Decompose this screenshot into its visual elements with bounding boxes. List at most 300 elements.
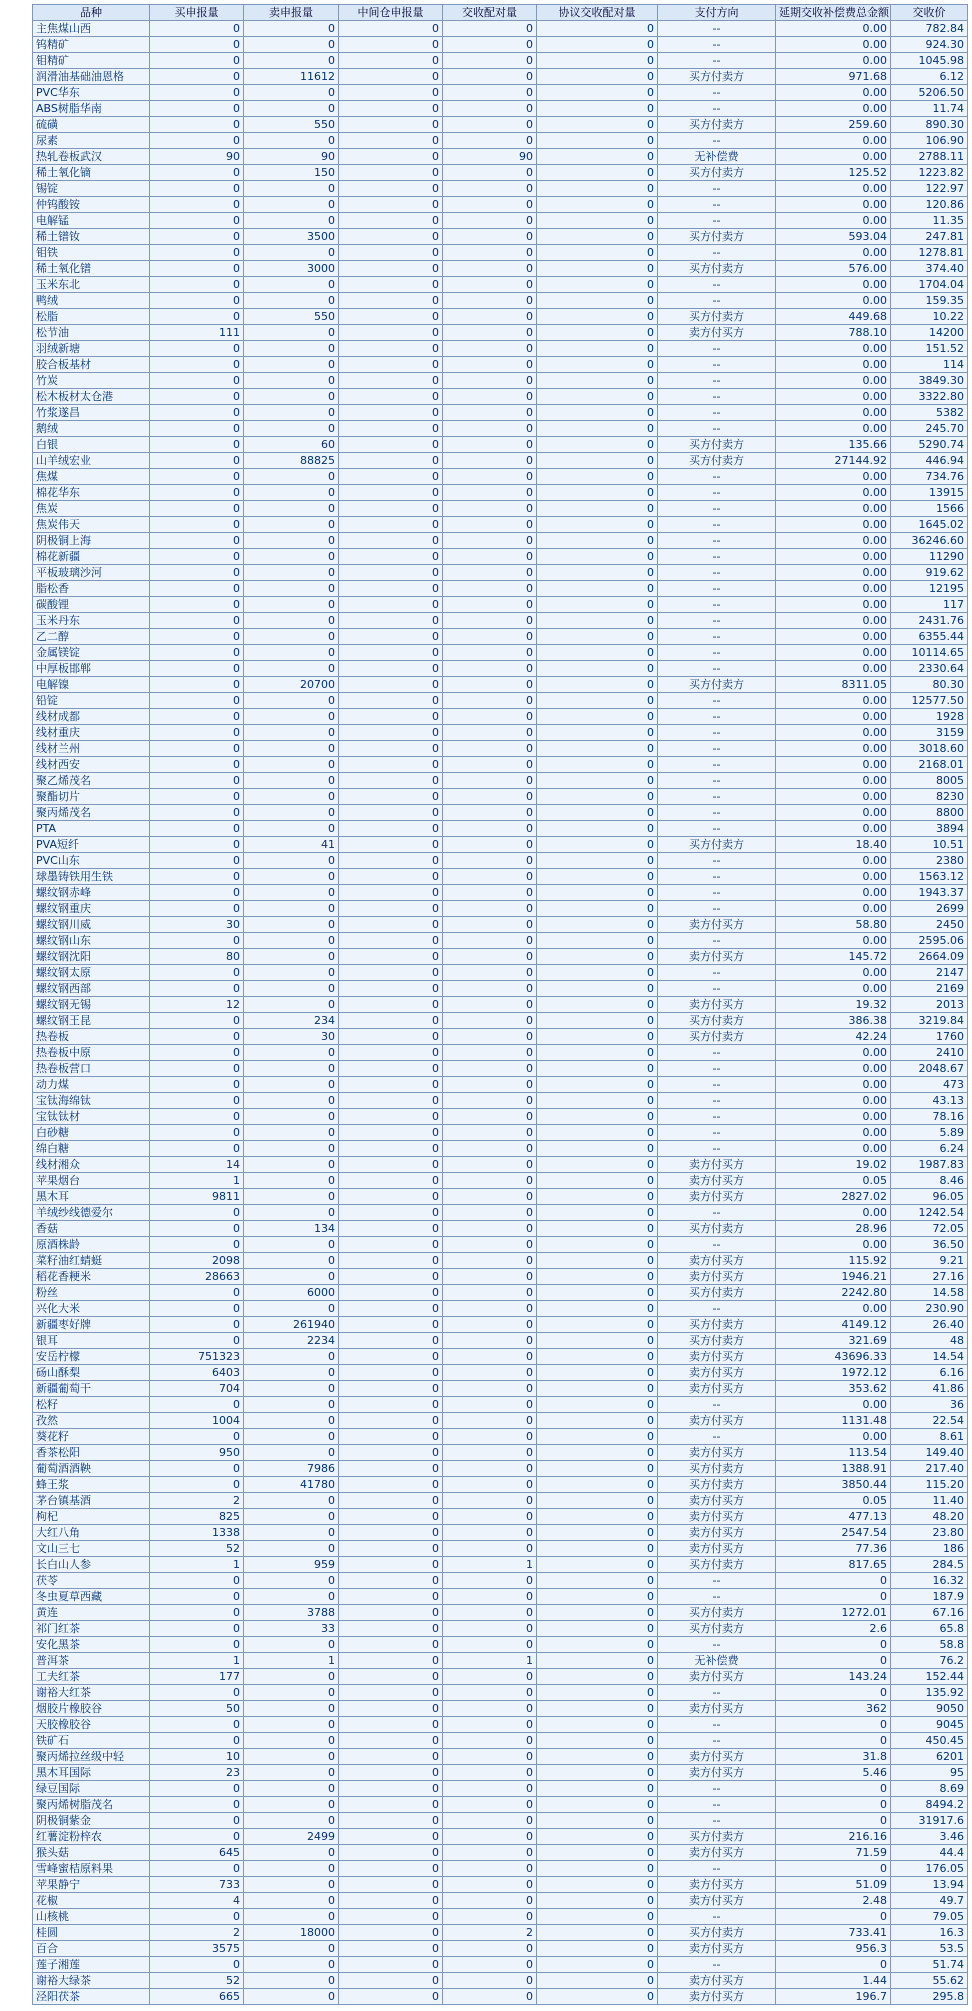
cell-payment-direction: -- — [658, 709, 776, 725]
cell-agreement-matched-volume: 0 — [537, 1269, 658, 1285]
cell-payment-direction: 卖方付买方 — [658, 1493, 776, 1509]
table-row — [33, 1205, 968, 1221]
cell-compensation-total: 145.72 — [776, 949, 891, 965]
cell-compensation-total: 0.00 — [776, 933, 891, 949]
cell-compensation-total: 216.16 — [776, 1829, 891, 1845]
cell-compensation-total: 593.04 — [776, 229, 891, 245]
cell-agreement-matched-volume: 0 — [537, 597, 658, 613]
cell-compensation-total: 1972.12 — [776, 1365, 891, 1381]
table-row — [33, 981, 968, 997]
cell-agreement-matched-volume: 0 — [537, 533, 658, 549]
table-row — [33, 693, 968, 709]
cell-intermediate-volume: 0 — [339, 1877, 443, 1893]
table-row — [33, 1013, 968, 1029]
cell-intermediate-volume: 0 — [339, 1781, 443, 1797]
cell-matched-volume: 0 — [443, 1445, 537, 1461]
cell-buy-volume: 0 — [150, 53, 244, 69]
cell-delivery-price: 2450 — [891, 917, 968, 933]
table-row — [33, 1077, 968, 1093]
cell-buy-volume: 1 — [150, 1653, 244, 1669]
cell-agreement-matched-volume: 0 — [537, 101, 658, 117]
cell-agreement-matched-volume: 0 — [537, 149, 658, 165]
cell-compensation-total: 0.00 — [776, 853, 891, 869]
cell-sell-volume: 20700 — [244, 677, 339, 693]
cell-buy-volume: 2 — [150, 1925, 244, 1941]
cell-buy-volume: 825 — [150, 1509, 244, 1525]
cell-delivery-price: 1563.12 — [891, 869, 968, 885]
cell-matched-volume: 0 — [443, 1717, 537, 1733]
cell-sell-volume: 0 — [244, 725, 339, 741]
cell-intermediate-volume: 0 — [339, 1141, 443, 1157]
cell-compensation-total: 8311.05 — [776, 677, 891, 693]
cell-delivery-price: 2595.06 — [891, 933, 968, 949]
cell-payment-direction: -- — [658, 805, 776, 821]
cell-sell-volume: 0 — [244, 645, 339, 661]
cell-compensation-total: 353.62 — [776, 1381, 891, 1397]
cell-buy-volume: 9811 — [150, 1189, 244, 1205]
cell-delivery-price: 106.90 — [891, 133, 968, 149]
cell-intermediate-volume: 0 — [339, 933, 443, 949]
cell-variety: 热轧卷板武汉 — [33, 149, 150, 165]
cell-payment-direction: 买方付卖方 — [658, 1333, 776, 1349]
cell-variety: 阴极铜紫金 — [33, 1813, 150, 1829]
cell-intermediate-volume: 0 — [339, 885, 443, 901]
cell-agreement-matched-volume: 0 — [537, 1381, 658, 1397]
cell-payment-direction: 买方付卖方 — [658, 453, 776, 469]
cell-buy-volume: 52 — [150, 1541, 244, 1557]
cell-agreement-matched-volume: 0 — [537, 997, 658, 1013]
cell-payment-direction: -- — [658, 501, 776, 517]
cell-sell-volume: 6000 — [244, 1285, 339, 1301]
cell-matched-volume: 0 — [443, 1861, 537, 1877]
cell-matched-volume: 0 — [443, 1077, 537, 1093]
table-row — [33, 341, 968, 357]
cell-variety: 竹炭 — [33, 373, 150, 389]
table-row — [33, 565, 968, 581]
cell-payment-direction: -- — [658, 757, 776, 773]
cell-delivery-price: 23.80 — [891, 1525, 968, 1541]
cell-delivery-price: 890.30 — [891, 117, 968, 133]
cell-compensation-total: 0 — [776, 1813, 891, 1829]
cell-buy-volume: 0 — [150, 197, 244, 213]
cell-matched-volume: 0 — [443, 1669, 537, 1685]
cell-sell-volume: 261940 — [244, 1317, 339, 1333]
cell-variety: 平板玻璃沙河 — [33, 565, 150, 581]
cell-compensation-total: 0.00 — [776, 133, 891, 149]
cell-payment-direction: -- — [658, 853, 776, 869]
table-row — [33, 1749, 968, 1765]
cell-intermediate-volume: 0 — [339, 1317, 443, 1333]
cell-payment-direction: 卖方付买方 — [658, 1157, 776, 1173]
cell-matched-volume: 0 — [443, 821, 537, 837]
cell-matched-volume: 0 — [443, 245, 537, 261]
cell-buy-volume: 12 — [150, 997, 244, 1013]
cell-agreement-matched-volume: 0 — [537, 1253, 658, 1269]
table-row — [33, 1429, 968, 1445]
table-row — [33, 133, 968, 149]
cell-compensation-total: 0.00 — [776, 1093, 891, 1109]
cell-compensation-total: 956.3 — [776, 1941, 891, 1957]
cell-compensation-total: 0.00 — [776, 1125, 891, 1141]
table-row — [33, 821, 968, 837]
cell-sell-volume: 0 — [244, 1269, 339, 1285]
cell-intermediate-volume: 0 — [339, 661, 443, 677]
cell-agreement-matched-volume: 0 — [537, 661, 658, 677]
cell-variety: 绵白糖 — [33, 1141, 150, 1157]
cell-buy-volume: 28663 — [150, 1269, 244, 1285]
table-row — [33, 1813, 968, 1829]
cell-intermediate-volume: 0 — [339, 1493, 443, 1509]
cell-intermediate-volume: 0 — [339, 1765, 443, 1781]
table-row — [33, 405, 968, 421]
cell-sell-volume: 550 — [244, 117, 339, 133]
cell-variety: 黑木耳 — [33, 1189, 150, 1205]
cell-variety: 螺纹钢川威 — [33, 917, 150, 933]
col-header-intermediate-volume: 中间仓申报量 — [339, 5, 443, 21]
cell-intermediate-volume: 0 — [339, 629, 443, 645]
cell-intermediate-volume: 0 — [339, 533, 443, 549]
cell-buy-volume: 0 — [150, 885, 244, 901]
delivery-table — [32, 4, 968, 2005]
cell-intermediate-volume: 0 — [339, 997, 443, 1013]
cell-sell-volume: 0 — [244, 1845, 339, 1861]
cell-sell-volume: 0 — [244, 517, 339, 533]
cell-delivery-price: 13.94 — [891, 1877, 968, 1893]
cell-payment-direction: 无补偿费 — [658, 149, 776, 165]
cell-compensation-total: 971.68 — [776, 69, 891, 85]
cell-agreement-matched-volume: 0 — [537, 901, 658, 917]
cell-sell-volume: 0 — [244, 1061, 339, 1077]
cell-intermediate-volume: 0 — [339, 1333, 443, 1349]
cell-agreement-matched-volume: 0 — [537, 165, 658, 181]
cell-matched-volume: 0 — [443, 1125, 537, 1141]
cell-delivery-price: 49.7 — [891, 1893, 968, 1909]
table-row — [33, 1413, 968, 1429]
cell-intermediate-volume: 0 — [339, 917, 443, 933]
cell-buy-volume: 0 — [150, 1013, 244, 1029]
cell-buy-volume: 0 — [150, 773, 244, 789]
cell-payment-direction: -- — [658, 645, 776, 661]
cell-compensation-total: 0.00 — [776, 597, 891, 613]
cell-compensation-total: 0 — [776, 1653, 891, 1669]
cell-payment-direction: -- — [658, 1429, 776, 1445]
cell-compensation-total: 449.68 — [776, 309, 891, 325]
cell-compensation-total: 0.00 — [776, 1061, 891, 1077]
cell-payment-direction: 卖方付买方 — [658, 1749, 776, 1765]
cell-delivery-price: 44.4 — [891, 1845, 968, 1861]
cell-buy-volume: 0 — [150, 613, 244, 629]
cell-sell-volume: 90 — [244, 149, 339, 165]
cell-sell-volume: 0 — [244, 1669, 339, 1685]
cell-intermediate-volume: 0 — [339, 1861, 443, 1877]
cell-buy-volume: 2098 — [150, 1253, 244, 1269]
cell-delivery-price: 2330.64 — [891, 661, 968, 677]
cell-delivery-price: 14.58 — [891, 1285, 968, 1301]
cell-agreement-matched-volume: 0 — [537, 1285, 658, 1301]
table-row — [33, 277, 968, 293]
cell-matched-volume: 0 — [443, 965, 537, 981]
cell-variety: 润滑油基础油恩格 — [33, 69, 150, 85]
cell-variety: 泾阳茯茶 — [33, 1989, 150, 2005]
cell-agreement-matched-volume: 0 — [537, 693, 658, 709]
cell-compensation-total: 0 — [776, 1797, 891, 1813]
cell-variety: 中厚板邯郸 — [33, 661, 150, 677]
cell-buy-volume: 0 — [150, 229, 244, 245]
cell-matched-volume: 0 — [443, 517, 537, 533]
cell-sell-volume: 0 — [244, 1909, 339, 1925]
cell-intermediate-volume: 0 — [339, 1621, 443, 1637]
cell-intermediate-volume: 0 — [339, 1269, 443, 1285]
table-row — [33, 1525, 968, 1541]
cell-buy-volume: 0 — [150, 661, 244, 677]
cell-compensation-total: 0 — [776, 1573, 891, 1589]
cell-variety: 螺纹钢重庆 — [33, 901, 150, 917]
cell-compensation-total: 0.00 — [776, 357, 891, 373]
cell-variety: 黑木耳国际 — [33, 1765, 150, 1781]
cell-agreement-matched-volume: 0 — [537, 373, 658, 389]
cell-compensation-total: 143.24 — [776, 1669, 891, 1685]
cell-variety: 香菇 — [33, 1221, 150, 1237]
cell-agreement-matched-volume: 0 — [537, 1893, 658, 1909]
table-row — [33, 1941, 968, 1957]
cell-matched-volume: 0 — [443, 1477, 537, 1493]
cell-delivery-price: 36 — [891, 1397, 968, 1413]
cell-buy-volume: 0 — [150, 853, 244, 869]
cell-variety: 聚丙烯茂名 — [33, 805, 150, 821]
cell-sell-volume: 0 — [244, 1573, 339, 1589]
cell-matched-volume: 0 — [443, 549, 537, 565]
cell-buy-volume: 50 — [150, 1701, 244, 1717]
cell-matched-volume: 0 — [443, 405, 537, 421]
table-row — [33, 357, 968, 373]
cell-compensation-total: 0.00 — [776, 1237, 891, 1253]
cell-payment-direction: 买方付卖方 — [658, 1477, 776, 1493]
cell-payment-direction: -- — [658, 469, 776, 485]
cell-compensation-total: 733.41 — [776, 1925, 891, 1941]
table-row — [33, 885, 968, 901]
cell-compensation-total: 0.05 — [776, 1173, 891, 1189]
cell-variety: 螺纹钢山东 — [33, 933, 150, 949]
cell-buy-volume: 0 — [150, 1461, 244, 1477]
table-row — [33, 965, 968, 981]
cell-compensation-total: 0 — [776, 1957, 891, 1973]
cell-payment-direction: 买方付卖方 — [658, 309, 776, 325]
cell-agreement-matched-volume: 0 — [537, 645, 658, 661]
cell-compensation-total: 0.00 — [776, 1109, 891, 1125]
cell-matched-volume: 0 — [443, 181, 537, 197]
cell-variety: 锡锭 — [33, 181, 150, 197]
cell-compensation-total: 0.00 — [776, 885, 891, 901]
table-row — [33, 1509, 968, 1525]
cell-variety: 新疆葡萄干 — [33, 1381, 150, 1397]
cell-buy-volume: 0 — [150, 261, 244, 277]
table-row — [33, 1141, 968, 1157]
cell-payment-direction: 卖方付买方 — [658, 917, 776, 933]
cell-agreement-matched-volume: 0 — [537, 1621, 658, 1637]
table-row — [33, 581, 968, 597]
cell-matched-volume: 2 — [443, 1925, 537, 1941]
cell-agreement-matched-volume: 0 — [537, 725, 658, 741]
cell-delivery-price: 1242.54 — [891, 1205, 968, 1221]
cell-variety: 螺纹钢王昆 — [33, 1013, 150, 1029]
table-header-row — [33, 5, 968, 21]
cell-payment-direction: 卖方付买方 — [658, 1269, 776, 1285]
cell-agreement-matched-volume: 0 — [537, 949, 658, 965]
cell-agreement-matched-volume: 0 — [537, 1749, 658, 1765]
cell-sell-volume: 0 — [244, 213, 339, 229]
cell-delivery-price: 5.89 — [891, 1125, 968, 1141]
cell-matched-volume: 0 — [443, 917, 537, 933]
cell-payment-direction: -- — [658, 533, 776, 549]
cell-buy-volume: 751323 — [150, 1349, 244, 1365]
cell-matched-volume: 0 — [443, 277, 537, 293]
cell-variety: 雪峰蜜桔原料果 — [33, 1861, 150, 1877]
cell-sell-volume: 0 — [244, 245, 339, 261]
cell-sell-volume: 0 — [244, 805, 339, 821]
cell-agreement-matched-volume: 0 — [537, 1797, 658, 1813]
table-row — [33, 245, 968, 261]
table-row — [33, 661, 968, 677]
cell-payment-direction: -- — [658, 1909, 776, 1925]
table-row — [33, 1877, 968, 1893]
cell-matched-volume: 0 — [443, 485, 537, 501]
cell-buy-volume: 704 — [150, 1381, 244, 1397]
cell-delivery-price: 122.97 — [891, 181, 968, 197]
cell-compensation-total: 0 — [776, 1861, 891, 1877]
cell-variety: 松籽 — [33, 1397, 150, 1413]
table-row — [33, 453, 968, 469]
cell-variety: PVC华东 — [33, 85, 150, 101]
cell-matched-volume: 0 — [443, 53, 537, 69]
cell-delivery-price: 78.16 — [891, 1109, 968, 1125]
cell-payment-direction: -- — [658, 1717, 776, 1733]
table-row — [33, 853, 968, 869]
col-header-variety: 品种 — [33, 5, 150, 21]
cell-sell-volume: 0 — [244, 981, 339, 997]
cell-payment-direction: -- — [658, 1685, 776, 1701]
table-row — [33, 165, 968, 181]
cell-sell-volume: 0 — [244, 789, 339, 805]
cell-variety: 松节油 — [33, 325, 150, 341]
cell-compensation-total: 2.48 — [776, 1893, 891, 1909]
cell-matched-volume: 0 — [443, 101, 537, 117]
col-header-compensation-total: 延期交收补偿费总金额 — [776, 5, 891, 21]
cell-buy-volume: 0 — [150, 1237, 244, 1253]
cell-compensation-total: 0.00 — [776, 805, 891, 821]
cell-compensation-total: 0.00 — [776, 389, 891, 405]
cell-compensation-total: 18.40 — [776, 837, 891, 853]
cell-payment-direction: -- — [658, 1237, 776, 1253]
table-row — [33, 933, 968, 949]
cell-intermediate-volume: 0 — [339, 1573, 443, 1589]
cell-payment-direction: -- — [658, 1077, 776, 1093]
cell-intermediate-volume: 0 — [339, 1285, 443, 1301]
cell-variety: 花椒 — [33, 1893, 150, 1909]
cell-compensation-total: 0.00 — [776, 277, 891, 293]
cell-sell-volume: 150 — [244, 165, 339, 181]
cell-variety: 白银 — [33, 437, 150, 453]
cell-compensation-total: 0.00 — [776, 757, 891, 773]
cell-payment-direction: -- — [658, 1141, 776, 1157]
cell-compensation-total: 2547.54 — [776, 1525, 891, 1541]
cell-matched-volume: 0 — [443, 1605, 537, 1621]
table-row — [33, 1221, 968, 1237]
cell-payment-direction: -- — [658, 869, 776, 885]
cell-agreement-matched-volume: 0 — [537, 613, 658, 629]
cell-variety: 稻花香粳米 — [33, 1269, 150, 1285]
cell-delivery-price: 1704.04 — [891, 277, 968, 293]
cell-delivery-price: 924.30 — [891, 37, 968, 53]
cell-matched-volume: 1 — [443, 1557, 537, 1573]
cell-payment-direction: -- — [658, 1109, 776, 1125]
cell-matched-volume: 0 — [443, 597, 537, 613]
cell-matched-volume: 0 — [443, 325, 537, 341]
table-row — [33, 1253, 968, 1269]
table-row — [33, 501, 968, 517]
cell-payment-direction: 卖方付买方 — [658, 949, 776, 965]
table-row — [33, 53, 968, 69]
cell-variety: 动力煤 — [33, 1077, 150, 1093]
cell-delivery-price: 473 — [891, 1077, 968, 1093]
cell-variety: 粉丝 — [33, 1285, 150, 1301]
cell-variety: 葵花籽 — [33, 1429, 150, 1445]
cell-matched-volume: 0 — [443, 885, 537, 901]
cell-buy-volume: 0 — [150, 869, 244, 885]
cell-agreement-matched-volume: 0 — [537, 1093, 658, 1109]
cell-intermediate-volume: 0 — [339, 1701, 443, 1717]
cell-buy-volume: 733 — [150, 1877, 244, 1893]
cell-matched-volume: 0 — [443, 1685, 537, 1701]
cell-compensation-total: 0.00 — [776, 645, 891, 661]
cell-intermediate-volume: 0 — [339, 85, 443, 101]
cell-agreement-matched-volume: 0 — [537, 981, 658, 997]
cell-compensation-total: 0.00 — [776, 821, 891, 837]
cell-sell-volume: 0 — [244, 1893, 339, 1909]
cell-variety: 桂圆 — [33, 1925, 150, 1941]
cell-variety: 工夫红茶 — [33, 1669, 150, 1685]
cell-buy-volume: 0 — [150, 1637, 244, 1653]
cell-delivery-price: 36.50 — [891, 1237, 968, 1253]
cell-intermediate-volume: 0 — [339, 1973, 443, 1989]
cell-buy-volume: 0 — [150, 821, 244, 837]
cell-compensation-total: 0.00 — [776, 629, 891, 645]
cell-payment-direction: -- — [658, 661, 776, 677]
cell-agreement-matched-volume: 0 — [537, 1925, 658, 1941]
table-row — [33, 1605, 968, 1621]
cell-variety: 茅台镇基酒 — [33, 1493, 150, 1509]
cell-variety: 天胶橡胶谷 — [33, 1717, 150, 1733]
cell-sell-volume: 0 — [244, 1813, 339, 1829]
cell-delivery-price: 3159 — [891, 725, 968, 741]
cell-delivery-price: 12577.50 — [891, 693, 968, 709]
cell-payment-direction: 买方付卖方 — [658, 1285, 776, 1301]
cell-matched-volume: 0 — [443, 1109, 537, 1125]
cell-variety: 螺纹钢西部 — [33, 981, 150, 997]
cell-intermediate-volume: 0 — [339, 181, 443, 197]
cell-sell-volume: 0 — [244, 869, 339, 885]
cell-variety: 竹浆遂昌 — [33, 405, 150, 421]
cell-agreement-matched-volume: 0 — [537, 1013, 658, 1029]
cell-variety: 线材西安 — [33, 757, 150, 773]
cell-sell-volume: 0 — [244, 1429, 339, 1445]
table-row — [33, 1781, 968, 1797]
cell-intermediate-volume: 0 — [339, 293, 443, 309]
cell-variety: 玉米东北 — [33, 277, 150, 293]
cell-matched-volume: 0 — [443, 853, 537, 869]
cell-agreement-matched-volume: 0 — [537, 1653, 658, 1669]
cell-matched-volume: 0 — [443, 1973, 537, 1989]
cell-variety: 主焦煤山西 — [33, 21, 150, 37]
